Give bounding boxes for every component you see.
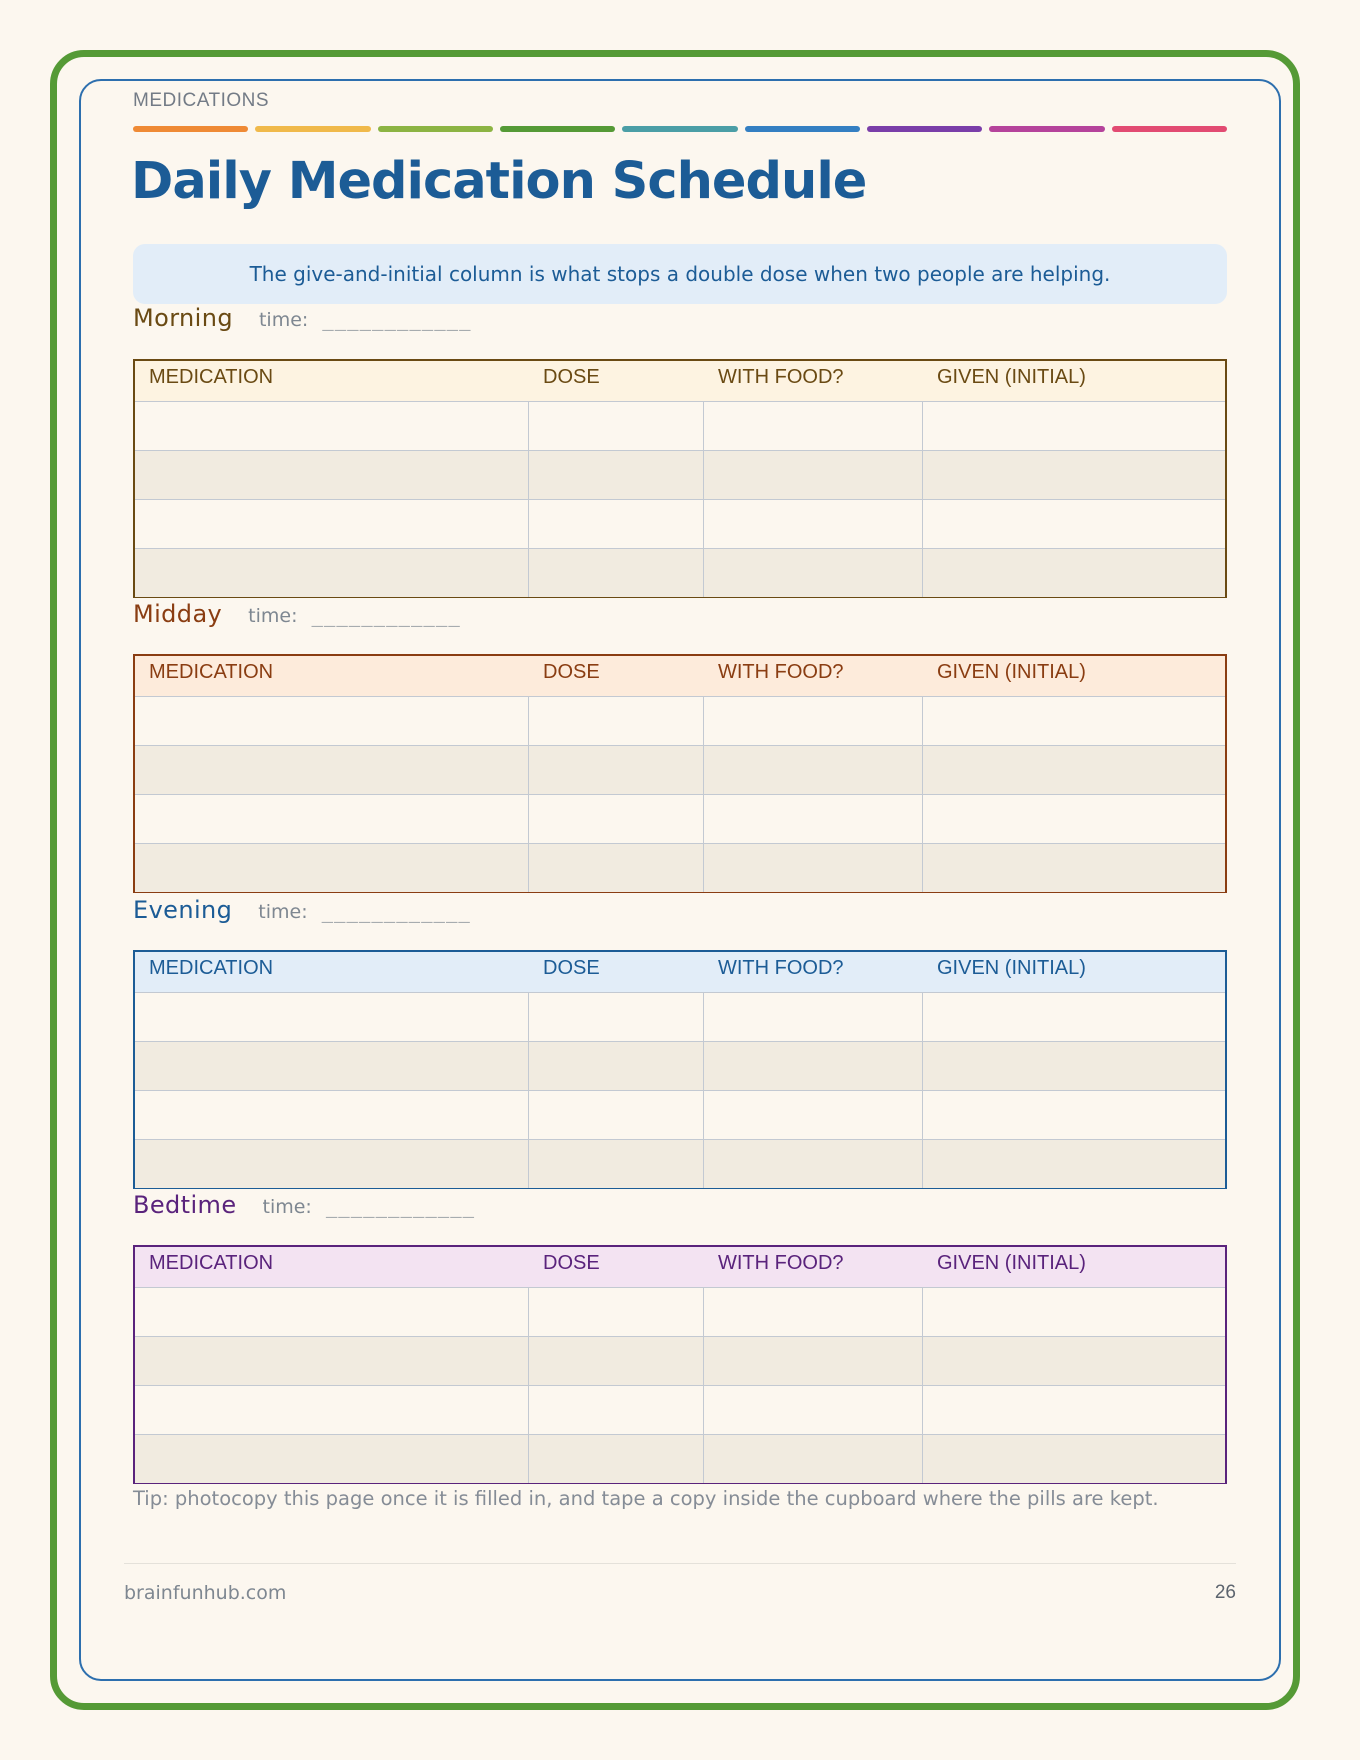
table-row [135,795,1225,844]
slot-heading-morning [133,304,472,332]
with-food-cell[interactable] [704,451,923,499]
slot-heading-midday [133,600,461,628]
dose-cell[interactable] [529,1288,704,1336]
table-row [135,500,1225,549]
dose-cell[interactable] [529,1435,704,1483]
slot-name: Midday [133,600,223,628]
column-header-dose: DOSE [543,366,600,388]
time-input-line[interactable]: ____________ [322,309,472,331]
time-label: time: [258,309,309,331]
given-initial-cell[interactable] [923,1435,1225,1483]
given-initial-cell[interactable] [923,1042,1225,1090]
given-initial-cell[interactable] [923,746,1225,794]
with-food-cell[interactable] [704,795,923,843]
dose-cell[interactable] [529,697,704,745]
given-initial-cell[interactable] [923,451,1225,499]
given-initial-cell[interactable] [923,1337,1225,1385]
given-initial-cell[interactable] [923,795,1225,843]
column-header-with-food: WITH FOOD? [718,957,844,979]
color-strip-segment [255,126,370,132]
with-food-cell[interactable] [704,1042,923,1090]
with-food-cell[interactable] [704,500,923,548]
column-header-given: GIVEN (INITIAL) [937,957,1086,979]
table-row [135,451,1225,500]
medication-cell[interactable] [135,500,529,548]
given-initial-cell[interactable] [923,1288,1225,1336]
table-row [135,1140,1225,1188]
time-input-line[interactable]: ____________ [321,901,471,923]
column-header-given: GIVEN (INITIAL) [937,1252,1086,1274]
dose-cell[interactable] [529,1091,704,1139]
dose-cell[interactable] [529,993,704,1041]
with-food-cell[interactable] [704,1386,923,1434]
table-row [135,1386,1225,1435]
dose-cell[interactable] [529,1386,704,1434]
dose-cell[interactable] [529,549,704,597]
table-row [135,549,1225,597]
dose-cell[interactable] [529,1042,704,1090]
medication-cell[interactable] [135,697,529,745]
medication-cell[interactable] [135,1386,529,1434]
info-note-text: The give-and-initial column is what stops a double dose when two people are helping. [249,262,1111,286]
with-food-cell[interactable] [704,844,923,892]
medication-cell[interactable] [135,1140,529,1188]
table-row [135,1091,1225,1140]
column-header-with-food: WITH FOOD? [718,661,844,683]
table-header-row [135,656,1225,697]
time-input-line[interactable]: ____________ [325,1196,476,1218]
dose-cell[interactable] [529,451,704,499]
color-strip-segment [745,126,860,132]
table-row [135,697,1225,746]
medication-cell[interactable] [135,1435,529,1483]
medication-table-evening [133,950,1227,1189]
dose-cell[interactable] [529,746,704,794]
with-food-cell[interactable] [704,1140,923,1188]
table-row [135,844,1225,892]
given-initial-cell[interactable] [923,1386,1225,1434]
column-header-with-food: WITH FOOD? [718,1252,844,1274]
column-header-medication: MEDICATION [149,661,274,683]
table-header-row [135,361,1225,402]
column-header-medication: MEDICATION [149,957,274,979]
medication-table-morning [133,359,1227,598]
table-row [135,746,1225,795]
table-row [135,1042,1225,1091]
column-header-dose: DOSE [543,1252,600,1274]
info-note [133,244,1227,304]
given-initial-cell[interactable] [923,1140,1225,1188]
column-header-dose: DOSE [543,661,600,683]
table-header-row [135,952,1225,993]
with-food-cell[interactable] [704,402,923,450]
medication-cell[interactable] [135,1288,529,1336]
footer-site: brainfunhub.com [124,1582,287,1604]
slot-name: Bedtime [133,1191,237,1219]
color-strip-segment [133,126,248,132]
section-label: MEDICATIONS [133,90,270,111]
tip-text: Tip: photocopy this page once it is filled in, and tape a copy inside the cupboard where the pills are kept. [133,1487,1159,1510]
page-number: 26 [1214,1582,1236,1603]
medication-cell[interactable] [135,549,529,597]
time-label: time: [248,605,298,627]
time-label: time: [262,1196,312,1218]
with-food-cell[interactable] [704,1337,923,1385]
with-food-cell[interactable] [704,993,923,1041]
color-strip [133,126,1227,132]
table-row [135,402,1225,451]
with-food-cell[interactable] [704,1435,923,1483]
dose-cell[interactable] [529,844,704,892]
column-header-dose: DOSE [543,957,600,979]
color-strip-segment [867,126,982,132]
given-initial-cell[interactable] [923,549,1225,597]
medication-table-bedtime [133,1245,1227,1484]
column-header-given: GIVEN (INITIAL) [937,661,1086,683]
given-initial-cell[interactable] [923,993,1225,1041]
given-initial-cell[interactable] [923,1091,1225,1139]
table-header-row [135,1247,1225,1288]
with-food-cell[interactable] [704,1091,923,1139]
medication-cell[interactable] [135,451,529,499]
dose-cell[interactable] [529,1140,704,1188]
column-header-medication: MEDICATION [149,366,274,388]
color-strip-segment [989,126,1104,132]
slot-name: Morning [133,304,233,332]
dose-cell[interactable] [529,1337,704,1385]
with-food-cell[interactable] [704,1288,923,1336]
medication-cell[interactable] [135,1042,529,1090]
footer-divider [124,1563,1236,1564]
dose-cell[interactable] [529,402,704,450]
medication-cell[interactable] [135,402,529,450]
table-row [135,1435,1225,1483]
color-strip-segment [378,126,493,132]
dose-cell[interactable] [529,500,704,548]
color-strip-segment [500,126,615,132]
medication-cell[interactable] [135,993,529,1041]
medication-table-midday [133,654,1227,893]
with-food-cell[interactable] [704,549,923,597]
slot-heading-evening [133,896,471,924]
table-row [135,993,1225,1042]
color-strip-segment [1112,126,1227,132]
given-initial-cell[interactable] [923,500,1225,548]
time-input-line[interactable]: ____________ [311,605,461,627]
color-strip-segment [622,126,737,132]
table-row [135,1337,1225,1386]
page-title: Daily Medication Schedule [131,152,867,211]
column-header-given: GIVEN (INITIAL) [937,366,1086,388]
medication-cell[interactable] [135,795,529,843]
column-header-medication: MEDICATION [149,1252,274,1274]
dose-cell[interactable] [529,795,704,843]
medication-cell[interactable] [135,1337,529,1385]
with-food-cell[interactable] [704,746,923,794]
time-label: time: [258,901,308,923]
with-food-cell[interactable] [704,697,923,745]
given-initial-cell[interactable] [923,844,1225,892]
medication-cell[interactable] [135,844,529,892]
medication-cell[interactable] [135,746,529,794]
slot-name: Evening [133,896,233,924]
given-initial-cell[interactable] [923,402,1225,450]
given-initial-cell[interactable] [923,697,1225,745]
table-row [135,1288,1225,1337]
slot-heading-bedtime [133,1191,475,1219]
medication-cell[interactable] [135,1091,529,1139]
column-header-with-food: WITH FOOD? [718,366,844,388]
